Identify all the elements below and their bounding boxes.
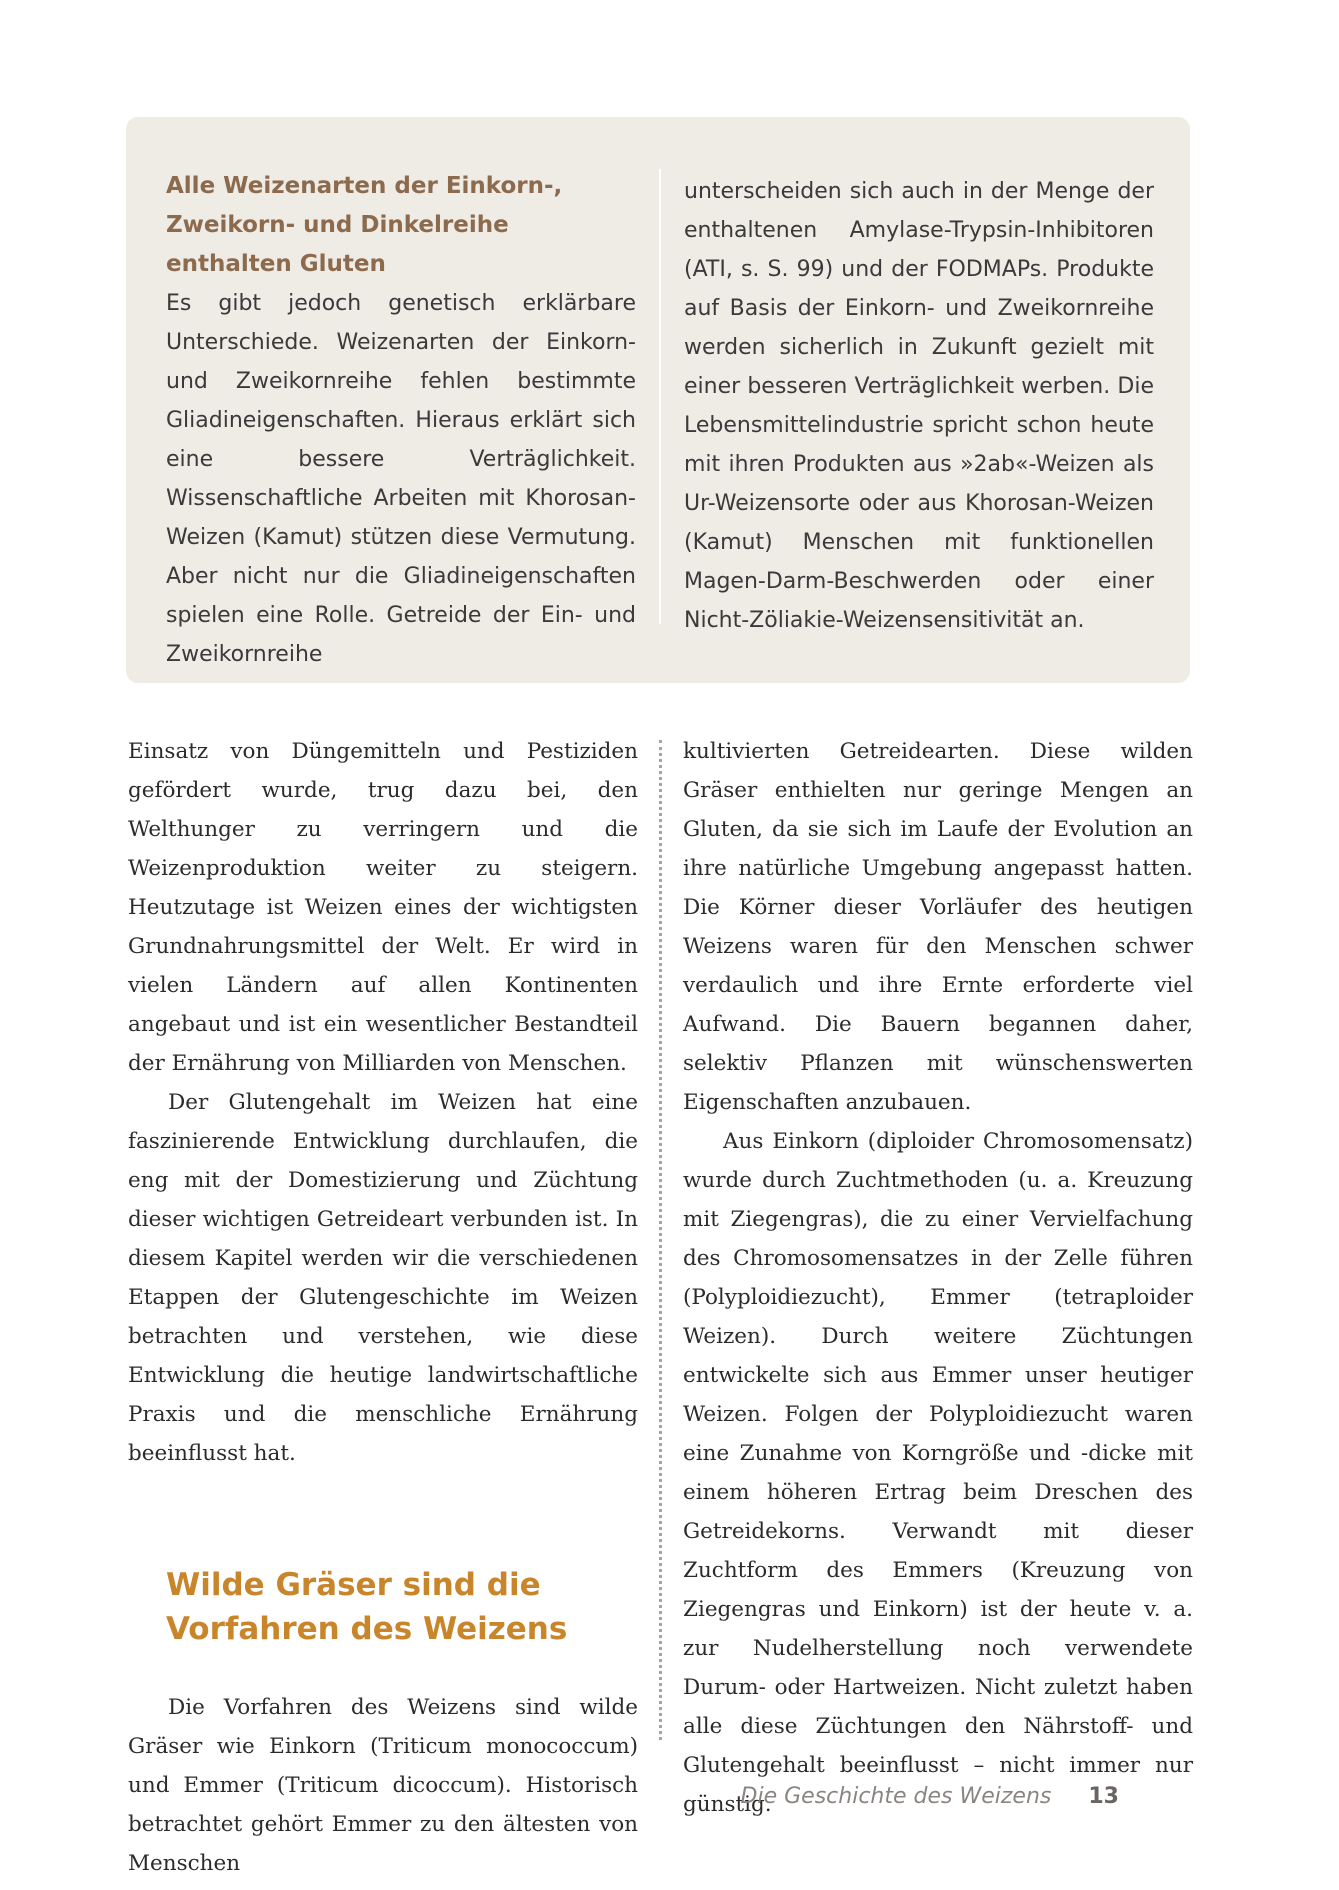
- info-box-right-text: unterscheiden sich auch in der Menge der enthaltenen Amylase-Trypsin-Inhibitoren (ATI, s. S. 99) und der FODMAPs. Produkte auf Basis der Einkorn- und Zweikornreihe werden sicherlich in Zukunft gezielt mit einer besseren Verträglichkeit werben. Die Lebensmittelindustrie spricht schon heute mit ihren Produkten aus »2ab«-Weizen als Ur-Weizensorte oder aus Khorosan-Weizen (Kamut) Menschen mit funktionellen Magen-Darm-Beschwerden oder einer Nicht-Zöliakie-Weizensensitivität an.: [684, 179, 1154, 633]
- left-paragraph-3: Die Vorfahren des Weizens sind wilde Gräser wie Einkorn (Triticum monococcum) und Emmer (Triticum dicoccum). Historisch betrachtet gehört Emmer zu den ältesten von Menschen: [128, 1695, 638, 1876]
- left-paragraph-1: Einsatz von Düngemitteln und Pestiziden gefördert wurde, trug dazu bei, den Welthunger zu verringern und die Weizenproduktion weiter zu steigern. Heutzutage ist Weizen eines der wichtigsten Grundnahrungsmittel der Welt. Er wird in vielen Ländern auf allen Kontinenten angebaut und ist ein wesentlicher Bestandteil der Ernährung von Milliarden von Menschen.: [128, 739, 638, 1076]
- page-number: 13: [1088, 1784, 1119, 1809]
- left-text-column: [128, 732, 638, 1883]
- page-footer: [741, 1784, 1119, 1809]
- info-box-heading: Alle Weizenarten der Einkorn-, Zweikorn- und Dinkelreihe enthalten Gluten: [166, 173, 563, 277]
- right-paragraph-1: kultivierten Getreidearten. Diese wilden Gräser enthielten nur geringe Mengen an Gluten, da sie sich im Laufe der Evolution an ihre natürliche Umgebung angepasst hatten. Die Körner dieser Vorläufer des heutigen Weizens waren für den Menschen schwer verdaulich und ihre Ernte erforderte viel Aufwand. Die Bauern begannen daher, selektiv Pflanzen mit wünschenswerten Eigenschaften anzubauen.: [683, 739, 1193, 1115]
- right-paragraph-2: Aus Einkorn (diploider Chromosomensatz) wurde durch Zuchtmethoden (u. a. Kreuzung mit Ziegengras), die zu einer Vervielfachung des Chromosomensatzes in der Zelle führen (Polyploidiezucht), Emmer (tetraploider Weizen). Durch weitere Züchtungen entwickelte sich aus Emmer unser heutiger Weizen. Folgen der Polyploidiezucht waren eine Zunahme von Korngröße und -dicke mit einem höheren Ertrag beim Dreschen des Getreidekorns. Verwandt mit dieser Zuchtform des Emmers (Kreuzung von Ziegengras und Einkorn) ist der heute v. a. zur Nudelherstellung noch verwendete Durum- oder Hartweizen. Nicht zuletzt haben alle diese Züchtungen den Nährstoff- und Glutengehalt beeinflusst – nicht immer nur günstig.: [683, 1129, 1193, 1817]
- info-box: [126, 117, 1190, 683]
- column-divider: [659, 740, 662, 1740]
- info-box-right-column: [684, 172, 1154, 640]
- info-box-left-column: [166, 167, 636, 674]
- right-text-column: [683, 732, 1193, 1824]
- info-box-divider: [659, 169, 661, 624]
- info-box-left-text: Es gibt jedoch genetisch erklärbare Unterschiede. Weizenarten der Einkorn- und Zweikornreihe fehlen bestimmte Gliadineigenschaften. Hieraus erklärt sich eine bessere Verträglichkeit. Wissenschaftliche Arbeiten mit Khorosan-Weizen (Kamut) stützen diese Vermutung. Aber nicht nur die Gliadineigenschaften spielen eine Rolle. Getreide der Ein- und Zweikornreihe: [166, 291, 636, 667]
- section-heading: Wilde Gräser sind die Vorfahren des Weizens: [166, 1567, 568, 1647]
- left-paragraph-2: Der Glutengehalt im Weizen hat eine faszinierende Entwicklung durchlaufen, die eng mit der Domestizierung und Züchtung dieser wichtigen Getreideart verbunden ist. In diesem Kapitel werden wir die verschiedenen Etappen der Glutengeschichte im Weizen betrachten und verstehen, wie diese Entwicklung die heutige landwirtschaftliche Praxis und die menschliche Ernährung beeinflusst hat.: [128, 1090, 638, 1466]
- footer-section-name: Die Geschichte des Weizens: [740, 1784, 1052, 1809]
